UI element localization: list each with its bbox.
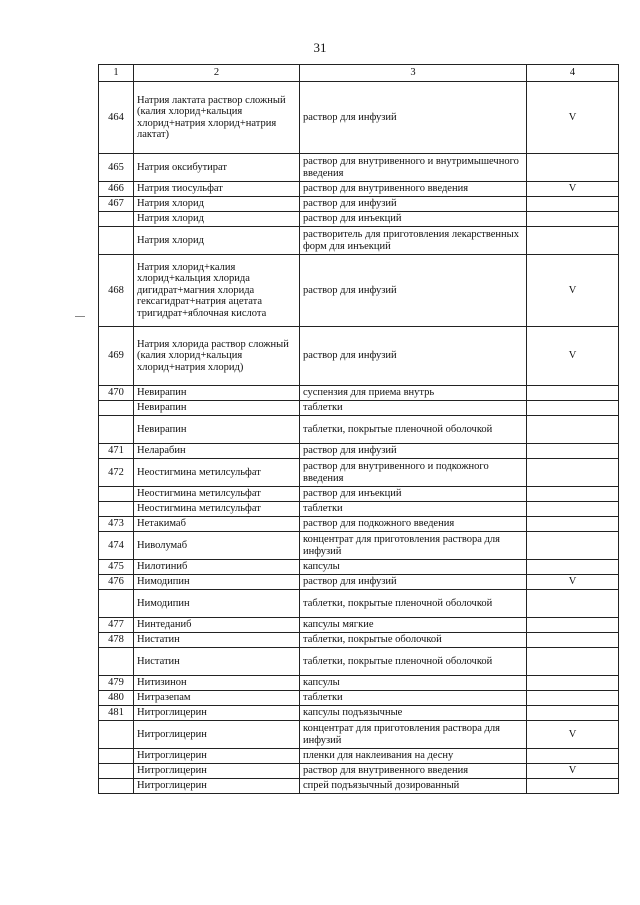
page-number: 31 bbox=[313, 40, 327, 55]
row-number: 465 bbox=[99, 154, 134, 182]
table-row bbox=[99, 517, 619, 532]
vital-mark bbox=[527, 648, 619, 676]
medications-table bbox=[98, 64, 619, 794]
dosage-form: раствор для внутривенного введения bbox=[300, 764, 527, 779]
table-row bbox=[99, 182, 619, 197]
dosage-form: таблетки, покрытые оболочкой bbox=[300, 633, 527, 648]
row-number: 470 bbox=[99, 386, 134, 401]
dosage-form: капсулы подъязычные bbox=[300, 706, 527, 721]
table-row bbox=[99, 590, 619, 618]
drug-name: Натрия хлорид bbox=[134, 227, 300, 255]
drug-name: Нетакимаб bbox=[134, 517, 300, 532]
drug-name: Невирапин bbox=[134, 401, 300, 416]
dosage-form: таблетки bbox=[300, 691, 527, 706]
vital-mark bbox=[527, 227, 619, 255]
row-number bbox=[99, 779, 134, 794]
vital-mark bbox=[527, 401, 619, 416]
table-row bbox=[99, 721, 619, 749]
vital-mark bbox=[527, 532, 619, 560]
table-row bbox=[99, 633, 619, 648]
dosage-form: раствор для инфузий bbox=[300, 444, 527, 459]
vital-mark bbox=[527, 197, 619, 212]
header-col-4: 4 bbox=[527, 65, 619, 82]
dosage-form: таблетки bbox=[300, 401, 527, 416]
drug-name: Нилотиниб bbox=[134, 560, 300, 575]
row-number: 466 bbox=[99, 182, 134, 197]
vital-mark bbox=[527, 633, 619, 648]
dosage-form: таблетки, покрытые пленочной оболочкой bbox=[300, 648, 527, 676]
vital-mark bbox=[527, 502, 619, 517]
table-row bbox=[99, 764, 619, 779]
vital-mark bbox=[527, 691, 619, 706]
vital-mark bbox=[527, 154, 619, 182]
dosage-form: раствор для внутривенного введения bbox=[300, 182, 527, 197]
table-row bbox=[99, 691, 619, 706]
header-col-3: 3 bbox=[300, 65, 527, 82]
row-number: 475 bbox=[99, 560, 134, 575]
drug-name: Нинтеданиб bbox=[134, 618, 300, 633]
table-row bbox=[99, 197, 619, 212]
vital-mark bbox=[527, 386, 619, 401]
drug-name: Натрия хлорид bbox=[134, 197, 300, 212]
dosage-form: раствор для подкожного введения bbox=[300, 517, 527, 532]
table-row bbox=[99, 618, 619, 633]
drug-name: Неостигмина метилсульфат bbox=[134, 487, 300, 502]
row-number: 467 bbox=[99, 197, 134, 212]
drug-name: Ниволумаб bbox=[134, 532, 300, 560]
table-row bbox=[99, 386, 619, 401]
table-row bbox=[99, 676, 619, 691]
row-number bbox=[99, 749, 134, 764]
row-number: 469 bbox=[99, 327, 134, 386]
table-row bbox=[99, 575, 619, 590]
row-number: 471 bbox=[99, 444, 134, 459]
row-number: 479 bbox=[99, 676, 134, 691]
header-row bbox=[99, 65, 619, 82]
vital-mark: V bbox=[527, 575, 619, 590]
row-number: 477 bbox=[99, 618, 134, 633]
table-row bbox=[99, 82, 619, 154]
dosage-form: капсулы мягкие bbox=[300, 618, 527, 633]
drug-name: Нитроглицерин bbox=[134, 764, 300, 779]
dosage-form: раствор для инфузий bbox=[300, 255, 527, 327]
table-row bbox=[99, 212, 619, 227]
table-row bbox=[99, 487, 619, 502]
dosage-form: таблетки, покрытые пленочной оболочкой bbox=[300, 590, 527, 618]
dosage-form: раствор для инъекций bbox=[300, 212, 527, 227]
table-row bbox=[99, 532, 619, 560]
drug-name: Натрия тиосульфат bbox=[134, 182, 300, 197]
dosage-form: суспензия для приема внутрь bbox=[300, 386, 527, 401]
dosage-form: раствор для инфузий bbox=[300, 197, 527, 212]
vital-mark bbox=[527, 487, 619, 502]
table-row bbox=[99, 560, 619, 575]
drug-name: Неостигмина метилсульфат bbox=[134, 502, 300, 517]
vital-mark bbox=[527, 779, 619, 794]
dosage-form: раствор для инъекций bbox=[300, 487, 527, 502]
drug-name: Нитразепам bbox=[134, 691, 300, 706]
dosage-form: раствор для внутривенного и внутримышечного введения bbox=[300, 154, 527, 182]
drug-name: Нитроглицерин bbox=[134, 779, 300, 794]
vital-mark: V bbox=[527, 182, 619, 197]
row-number: 468 bbox=[99, 255, 134, 327]
vital-mark bbox=[527, 560, 619, 575]
row-number bbox=[99, 590, 134, 618]
row-number bbox=[99, 487, 134, 502]
table-row bbox=[99, 648, 619, 676]
row-number bbox=[99, 227, 134, 255]
drug-name: Нимодипин bbox=[134, 575, 300, 590]
margin-mark bbox=[75, 316, 85, 317]
drug-name: Нистатин bbox=[134, 633, 300, 648]
vital-mark: V bbox=[527, 721, 619, 749]
table-row bbox=[99, 154, 619, 182]
dosage-form: пленки для наклеивания на десну bbox=[300, 749, 527, 764]
drug-name: Натрия хлорид+калия хлорид+кальция хлорида дигидрат+магния хлорида гексагидрат+натрия ацетата тригидрат+яблочная кислота bbox=[134, 255, 300, 327]
row-number: 476 bbox=[99, 575, 134, 590]
vital-mark: V bbox=[527, 82, 619, 154]
vital-mark bbox=[527, 459, 619, 487]
drug-name: Неостигмина метилсульфат bbox=[134, 459, 300, 487]
dosage-form: капсулы bbox=[300, 560, 527, 575]
drug-name: Натрия лактата раствор сложный (калия хлорид+кальция хлорид+натрия хлорид+натрия лактат) bbox=[134, 82, 300, 154]
header-col-1: 1 bbox=[99, 65, 134, 82]
table-body bbox=[99, 82, 619, 794]
table-row bbox=[99, 255, 619, 327]
vital-mark: V bbox=[527, 327, 619, 386]
drug-name: Невирапин bbox=[134, 386, 300, 401]
row-number bbox=[99, 764, 134, 779]
table-row bbox=[99, 401, 619, 416]
row-number bbox=[99, 648, 134, 676]
dosage-form: концентрат для приготовления раствора для инфузий bbox=[300, 721, 527, 749]
row-number bbox=[99, 416, 134, 444]
row-number: 478 bbox=[99, 633, 134, 648]
row-number: 474 bbox=[99, 532, 134, 560]
vital-mark: V bbox=[527, 764, 619, 779]
dosage-form: раствор для инфузий bbox=[300, 82, 527, 154]
dosage-form: таблетки bbox=[300, 502, 527, 517]
drug-name: Нитизинон bbox=[134, 676, 300, 691]
dosage-form: растворитель для приготовления лекарственных форм для инъекций bbox=[300, 227, 527, 255]
table-row bbox=[99, 779, 619, 794]
vital-mark bbox=[527, 212, 619, 227]
drug-name: Натрия оксибутират bbox=[134, 154, 300, 182]
row-number bbox=[99, 502, 134, 517]
table-row bbox=[99, 459, 619, 487]
vital-mark bbox=[527, 749, 619, 764]
table-row bbox=[99, 227, 619, 255]
row-number: 481 bbox=[99, 706, 134, 721]
vital-mark: V bbox=[527, 255, 619, 327]
dosage-form: раствор для инфузий bbox=[300, 575, 527, 590]
row-number: 473 bbox=[99, 517, 134, 532]
table-row bbox=[99, 749, 619, 764]
table-row bbox=[99, 327, 619, 386]
dosage-form: раствор для внутривенного и подкожного введения bbox=[300, 459, 527, 487]
drug-name: Неларабин bbox=[134, 444, 300, 459]
vital-mark bbox=[527, 676, 619, 691]
drug-name: Нитроглицерин bbox=[134, 749, 300, 764]
vital-mark bbox=[527, 517, 619, 532]
dosage-form: спрей подъязычный дозированный bbox=[300, 779, 527, 794]
vital-mark bbox=[527, 444, 619, 459]
table-row bbox=[99, 444, 619, 459]
row-number: 480 bbox=[99, 691, 134, 706]
dosage-form: раствор для инфузий bbox=[300, 327, 527, 386]
drug-name: Невирапин bbox=[134, 416, 300, 444]
row-number: 464 bbox=[99, 82, 134, 154]
vital-mark bbox=[527, 618, 619, 633]
dosage-form: таблетки, покрытые пленочной оболочкой bbox=[300, 416, 527, 444]
drug-name: Нимодипин bbox=[134, 590, 300, 618]
header-col-2: 2 bbox=[134, 65, 300, 82]
vital-mark bbox=[527, 706, 619, 721]
drug-name: Нитроглицерин bbox=[134, 721, 300, 749]
drug-name: Нитроглицерин bbox=[134, 706, 300, 721]
table-row bbox=[99, 502, 619, 517]
drug-name: Нистатин bbox=[134, 648, 300, 676]
vital-mark bbox=[527, 590, 619, 618]
dosage-form: капсулы bbox=[300, 676, 527, 691]
drug-name: Натрия хлорида раствор сложный (калия хлорид+кальция хлорид+натрия хлорид) bbox=[134, 327, 300, 386]
row-number bbox=[99, 212, 134, 227]
drug-name: Натрия хлорид bbox=[134, 212, 300, 227]
dosage-form: концентрат для приготовления раствора для инфузий bbox=[300, 532, 527, 560]
table-row bbox=[99, 706, 619, 721]
vital-mark bbox=[527, 416, 619, 444]
row-number: 472 bbox=[99, 459, 134, 487]
table-row bbox=[99, 416, 619, 444]
row-number bbox=[99, 401, 134, 416]
row-number bbox=[99, 721, 134, 749]
